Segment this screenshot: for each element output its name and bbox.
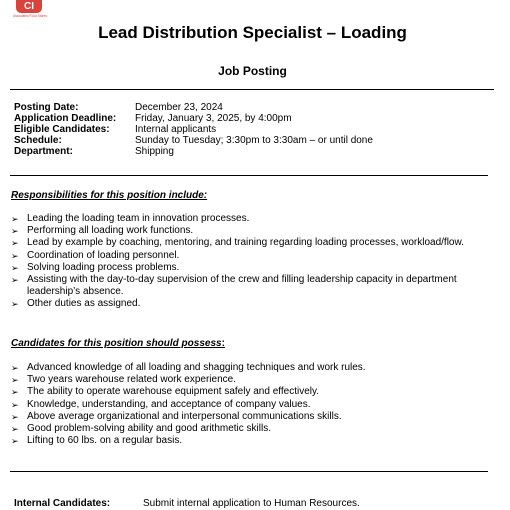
detail-row-application-deadline <box>14 113 373 124</box>
arrow-bullet-icon: ➢ <box>11 275 19 286</box>
footer-instructions <box>14 498 360 510</box>
qualifications-list <box>11 362 497 447</box>
detail-value: December 23, 2024 <box>135 102 223 113</box>
qualifications-heading-colon: : <box>221 338 225 349</box>
list-item <box>11 225 497 237</box>
detail-label: Eligible Candidates: <box>14 124 110 135</box>
footer-label: Internal Candidates: <box>14 498 111 509</box>
arrow-bullet-icon: ➢ <box>11 411 19 422</box>
logo-tagline: Associated Food Stores <box>13 14 47 18</box>
list-item <box>11 262 497 274</box>
divider-top <box>10 89 494 90</box>
list-item-text: Two years warehouse related work experience. <box>27 374 236 386</box>
arrow-bullet-icon: ➢ <box>11 250 19 261</box>
list-item-text: The ability to operate warehouse equipment safely and effectively. <box>27 386 320 398</box>
list-item <box>11 423 497 435</box>
arrow-bullet-icon: ➢ <box>11 262 19 273</box>
list-item <box>11 411 497 423</box>
detail-value: Shipping <box>135 146 174 157</box>
detail-value: Friday, January 3, 2025, by 4:00pm <box>135 113 292 124</box>
detail-label: Schedule: <box>14 135 62 146</box>
list-item-text: Good problem-solving ability and good arithmetic skills. <box>27 423 272 435</box>
list-item <box>11 399 497 411</box>
list-item <box>11 237 497 249</box>
detail-label: Posting Date: <box>14 102 79 113</box>
page-title: Lead Distribution Specialist – Loading <box>98 23 407 42</box>
detail-row-eligible-candidates <box>14 124 373 135</box>
list-item <box>11 362 497 374</box>
arrow-bullet-icon: ➢ <box>11 363 19 373</box>
detail-row-department <box>14 146 373 157</box>
list-item-text: Solving loading process problems. <box>27 261 180 273</box>
list-item-text: Assisting with the day-to-day supervision of the crew and filling leadership capacity in department leadership’s absence. <box>27 274 457 298</box>
list-item <box>11 250 497 262</box>
arrow-bullet-icon: ➢ <box>11 238 19 249</box>
detail-label: Application Deadline: <box>14 113 117 124</box>
arrow-bullet-icon: ➢ <box>11 436 19 447</box>
responsibilities-list <box>11 213 497 311</box>
list-item <box>11 374 497 386</box>
detail-label: Department: <box>14 146 73 157</box>
list-item <box>11 274 497 298</box>
list-item-text: Other duties as assigned. <box>27 298 141 310</box>
list-item-text: Lifting to 60 lbs. on a regular basis. <box>27 435 183 447</box>
detail-row-posting-date <box>14 102 373 113</box>
arrow-bullet-icon: ➢ <box>11 387 19 398</box>
list-item-text: Above average organizational and interpersonal communications skills. <box>27 410 342 422</box>
arrow-bullet-icon: ➢ <box>11 399 19 410</box>
arrow-bullet-icon: ➢ <box>11 375 19 386</box>
arrow-bullet-icon: ➢ <box>11 226 19 237</box>
divider-middle <box>10 175 488 176</box>
divider-bottom <box>10 471 488 472</box>
list-item <box>11 386 497 398</box>
list-item <box>11 213 497 225</box>
qualifications-heading-text: Candidates for this position should possess <box>11 338 222 349</box>
arrow-bullet-icon: ➢ <box>11 299 19 310</box>
list-item-text: Coordination of loading personnel. <box>27 249 180 261</box>
arrow-bullet-icon: ➢ <box>11 214 19 224</box>
responsibilities-heading: Responsibilities for this position include: <box>11 190 208 201</box>
detail-value: Sunday to Tuesday; 3:30pm to 3:30am – or until done <box>135 135 373 146</box>
list-item <box>11 298 497 310</box>
posting-details <box>14 102 373 157</box>
list-item <box>11 435 497 447</box>
page-subtitle: Job Posting <box>218 64 287 78</box>
detail-row-schedule <box>14 135 373 146</box>
detail-value: Internal applicants <box>135 124 217 135</box>
logo-mark: CI <box>16 0 42 13</box>
list-item-text: Advanced knowledge of all loading and shagging techniques and work rules. <box>27 362 366 373</box>
list-item-text: Performing all loading work functions. <box>27 225 194 237</box>
list-item-text: Knowledge, understanding, and acceptance of company values. <box>27 398 311 410</box>
list-item-text: Leading the loading team in innovation processes. <box>27 213 250 224</box>
qualifications-heading <box>11 338 225 350</box>
company-logo <box>10 0 50 22</box>
list-item-text: Lead by example by coaching, mentoring, and training regarding loading processes, workload/flow. <box>27 237 464 249</box>
footer-value: Submit internal application to Human Resources. <box>143 498 360 509</box>
arrow-bullet-icon: ➢ <box>11 424 19 435</box>
